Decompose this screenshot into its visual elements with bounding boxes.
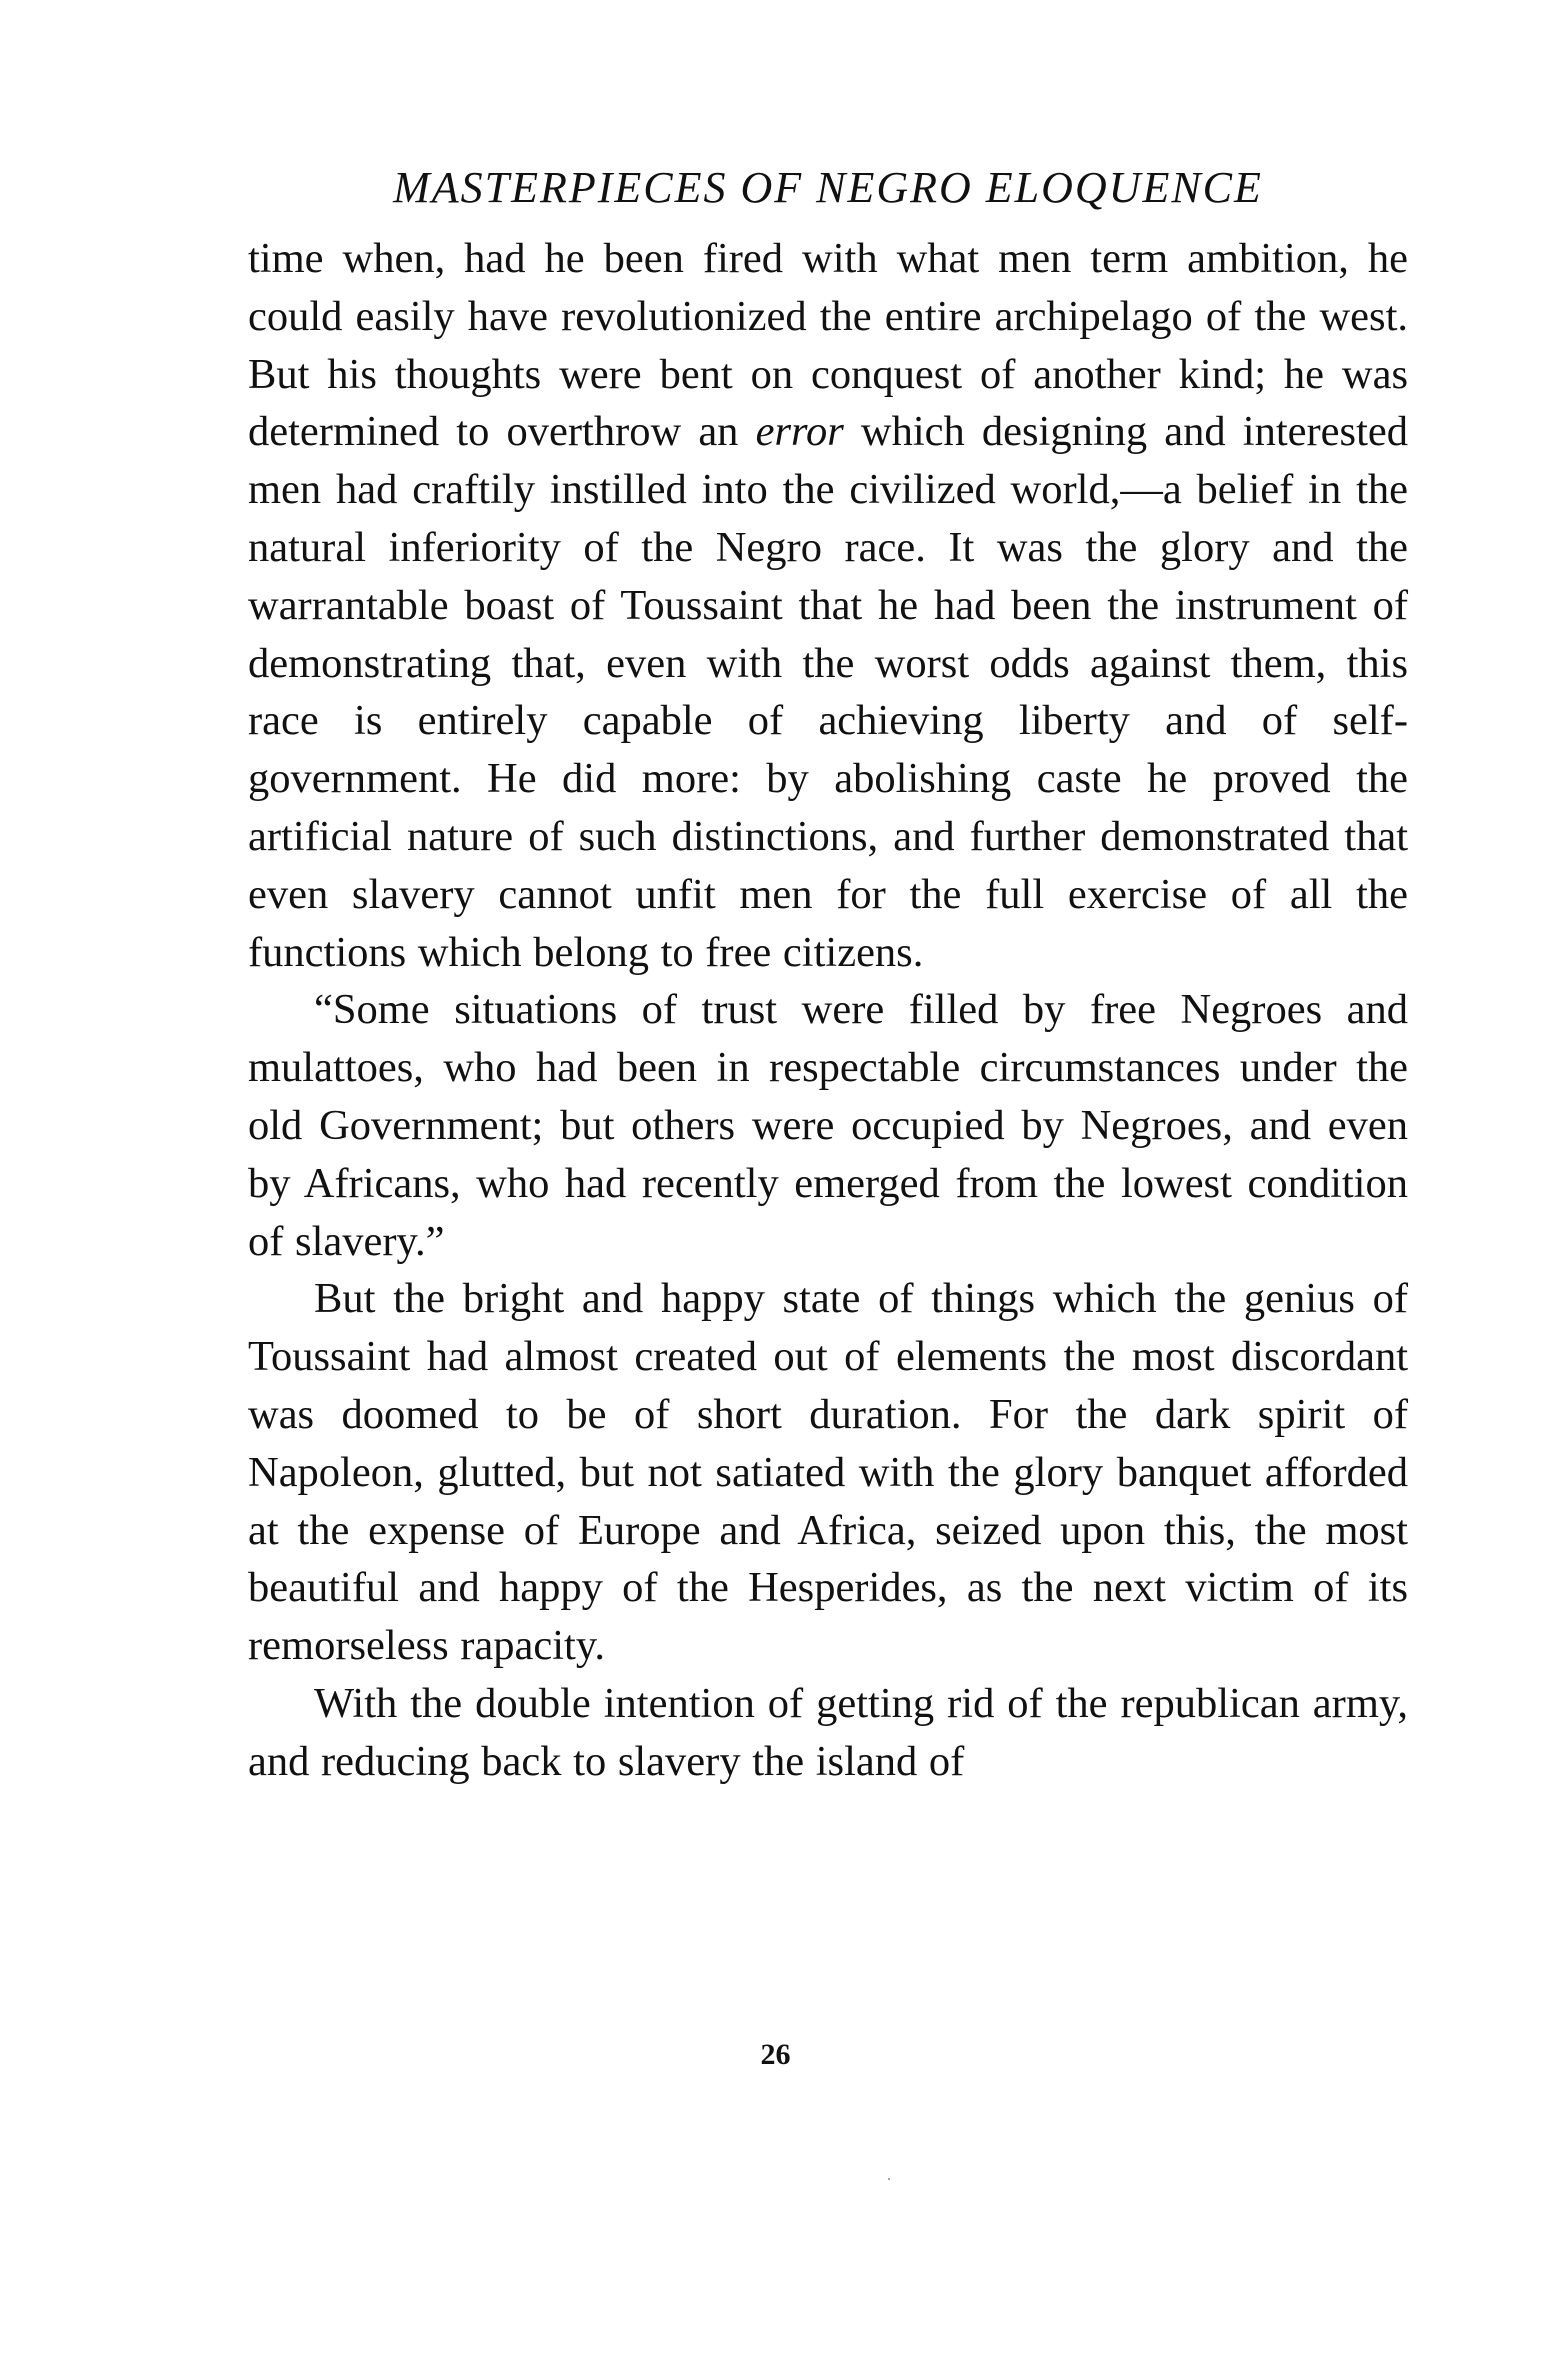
page-body — [248, 160, 1408, 1791]
paragraph-3: But the bright and happy state of things which the genius of Toussaint had almost created out of elements the most discordant was doomed to be of short duration. For the dark spirit of Napoleon, glutted, but not satiated with the glory banquet afforded at the expense of Europe and Africa, seized upon this, the most beautiful and happy of the Hesperides, as the next victim of its remorseless rapacity. — [248, 1275, 1408, 1670]
scan-speck — [888, 2178, 890, 2180]
paragraph-1-text-a: time when, had he been fired with what men term ambition, he could easily have revolutionized the entire archipelago of the west. But his thoughts were bent on conquest of another kind; he was determined to overthrow an — [248, 235, 1408, 456]
paragraph-1 — [248, 230, 1408, 981]
running-head: MASTERPIECES OF NEGRO ELOQUENCE — [393, 163, 1263, 212]
italic-word: error — [755, 408, 844, 456]
paragraph-2-quotation: “Some situations of trust were filled by free Negroes and mulattoes, who had been in respectable circumstances under the old Government; but others were occupied by Negroes, and even by Africans, who had recently emerged from the lowest condition of slavery.” — [248, 986, 1408, 1265]
paragraph-4: With the double intention of getting rid of the republican army, and reducing back to slavery the island of — [248, 1679, 1408, 1785]
paragraph-1-text-b: which designing and interested men had craftily instilled into the civilized world,—a belief in the natural inferiority of the Negro race. It was the glory and the warrantable boast of Toussaint that he had been the instrument of demonstrating that, even with the worst odds against them, this race is entirely capable of achieving liberty and of self-government. He did more: by abolishing caste he proved the artificial nature of such distinctions, and further demonstrated that even slavery cannot unfit men for the full exercise of all the functions which belong to free citizens. — [248, 408, 1408, 976]
page-number: 26 — [760, 2038, 791, 2071]
